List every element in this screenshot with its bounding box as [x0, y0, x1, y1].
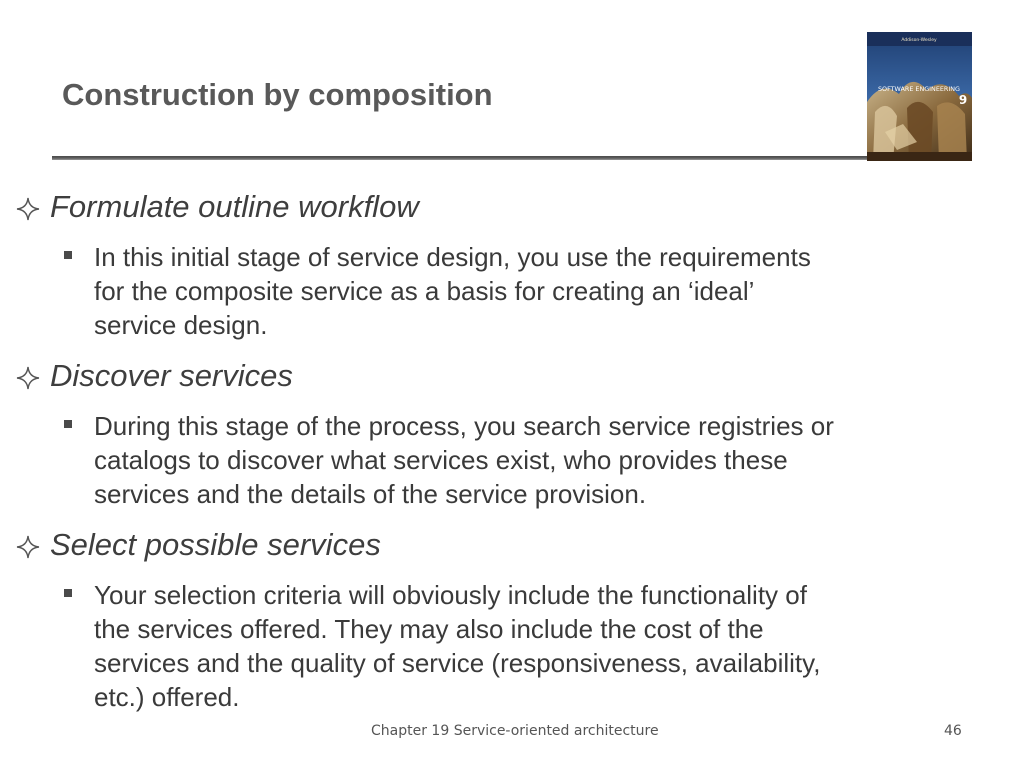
sub-bullet-text [94, 578, 914, 714]
book-title: SOFTWARE ENGINEERING [878, 85, 960, 93]
text-line: etc.) offered. [94, 682, 240, 712]
bullet-heading-2 [16, 358, 293, 394]
text-line: In this initial stage of service design, you use the requirements [94, 242, 811, 272]
book-publisher: Addison-Wesley [901, 38, 937, 43]
text-line: for the composite service as a basis for creating an ‘ideal’ [94, 276, 755, 306]
four-point-star-icon [16, 197, 40, 221]
text-line: During this stage of the process, you search service registries or [94, 411, 834, 441]
bullet-heading-1 [16, 189, 419, 225]
text-line: service design. [94, 310, 268, 340]
slide-title: Construction by composition [62, 77, 493, 112]
four-point-star-icon [16, 535, 40, 559]
square-bullet-icon [64, 420, 72, 428]
bullet-heading-3 [16, 527, 381, 563]
text-line: catalogs to discover what services exist, who provides these [94, 445, 788, 475]
four-point-star-icon [16, 366, 40, 390]
square-bullet-icon [64, 251, 72, 259]
bullet-heading-text: Formulate outline workflow [50, 189, 419, 224]
square-bullet-icon [64, 589, 72, 597]
bullet-heading-text: Select possible services [50, 527, 381, 562]
book-edition: 9 [958, 93, 968, 107]
sub-bullet-text [94, 240, 914, 342]
text-line: services and the quality of service (responsiveness, availability, [94, 648, 821, 678]
text-line: services and the details of the service provision. [94, 479, 647, 509]
text-line: Your selection criteria will obviously include the functionality of [94, 580, 807, 610]
text-line: the services offered. They may also include the cost of the [94, 614, 764, 644]
sub-bullet-text [94, 409, 914, 511]
page-number: 46 [944, 723, 962, 739]
bullet-heading-text: Discover services [50, 358, 293, 393]
footer-chapter: Chapter 19 Service-oriented architecture [371, 723, 659, 739]
